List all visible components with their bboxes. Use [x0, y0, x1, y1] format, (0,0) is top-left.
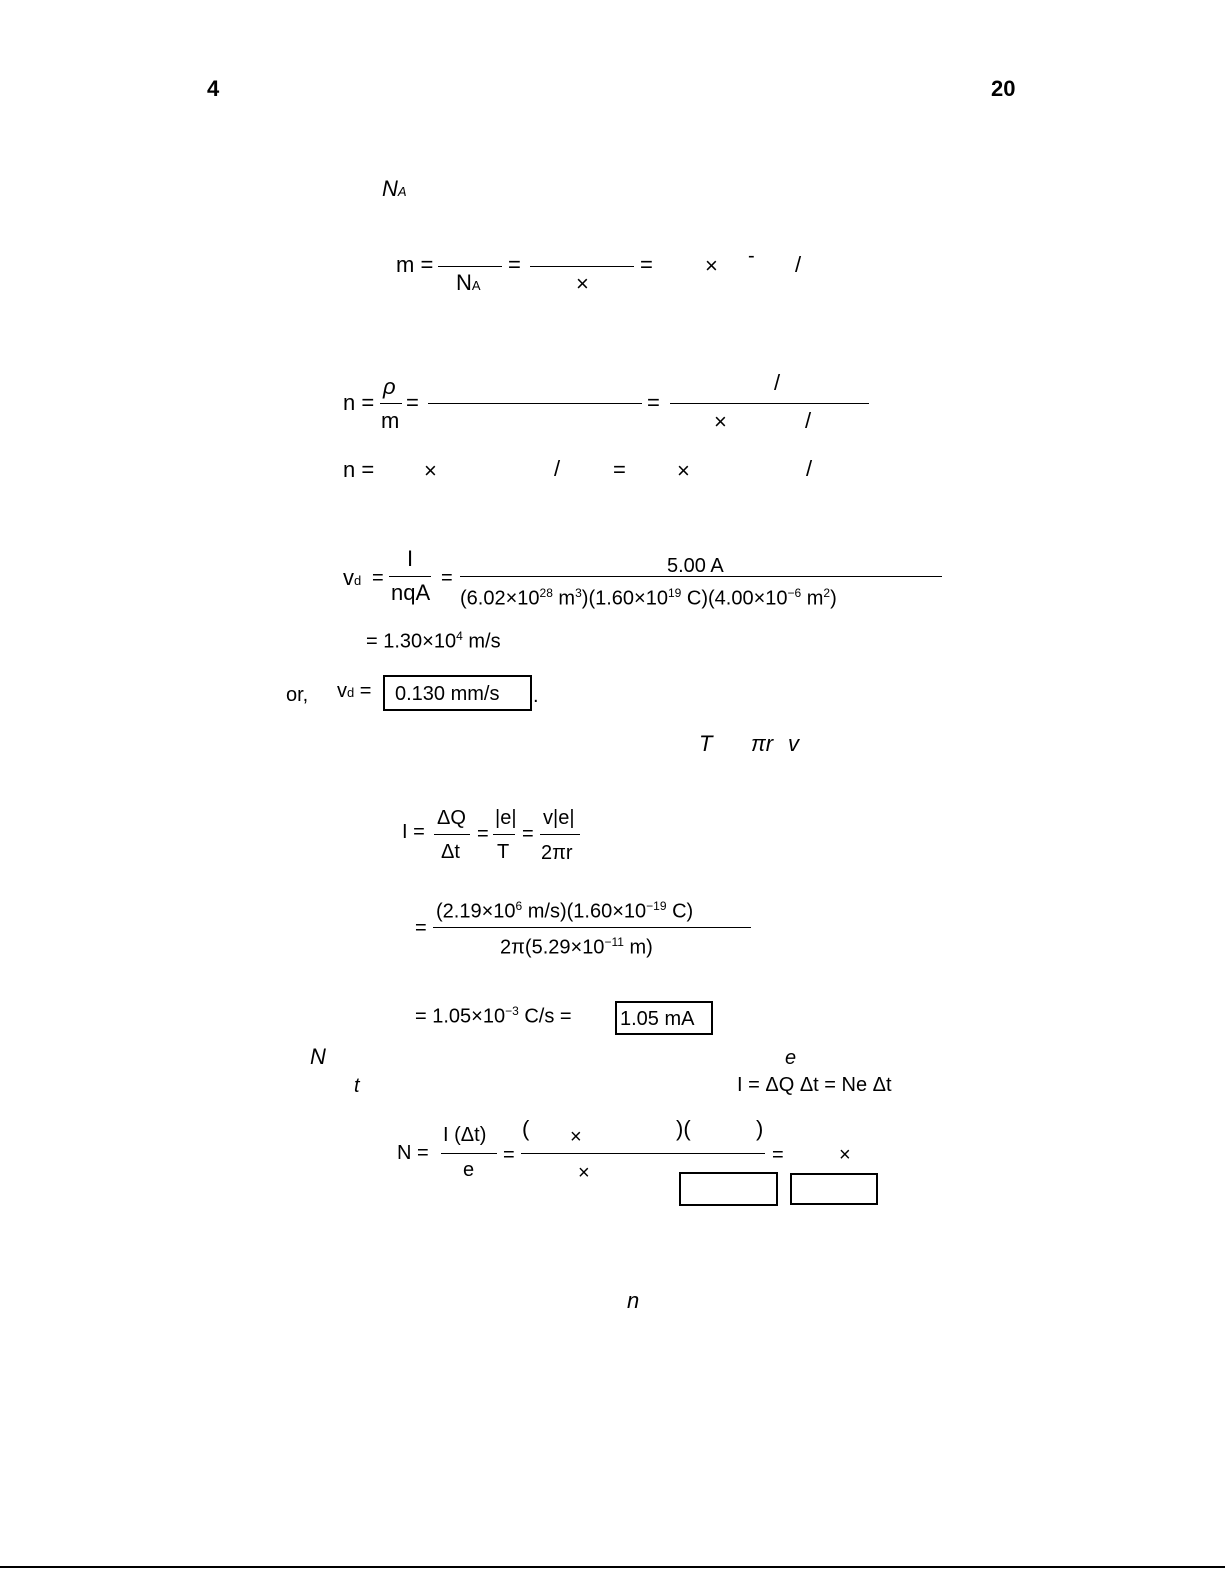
mass-fraction-bar-2: [530, 266, 634, 267]
current-fraction-bar-2: [493, 834, 515, 835]
count-num2-times: ×: [570, 1126, 582, 1148]
density-line2-times: ×: [424, 458, 437, 483]
current-eq3: =: [415, 917, 427, 939]
density-lhs: n =: [343, 390, 375, 415]
page-number: 20: [991, 76, 1016, 101]
density-fraction-bar-3: [670, 403, 869, 404]
current-numerator: ($2.19\times 10^6$ $m/s)(1.60\times 10^{-19}$ C): [436, 899, 694, 923]
footer-n-label: n: [627, 1288, 640, 1313]
page-bottom-rule: [0, 1566, 1225, 1568]
count-eq2: =: [772, 1144, 784, 1166]
period-v: v: [788, 731, 799, 756]
count-answer-box-2: [790, 1173, 878, 1205]
drift-eq: =: [372, 567, 384, 589]
count-relation: I = ΔQ Δt = Ne Δt: [737, 1074, 892, 1096]
density-fraction-bar-1: [380, 403, 402, 404]
mass-eq-lhs: m =: [396, 252, 434, 277]
drift-lhs: vd: [343, 565, 362, 590]
chapter-number: 4: [207, 76, 220, 101]
density-line2-slash: /: [554, 456, 561, 481]
count-num2-open: (: [522, 1116, 530, 1141]
drift-boxed-value: 0.130 mm/s: [395, 683, 500, 705]
drift-denominator: ($6.02\times 10^{28}$ $m^3)(1.60\times 10^{19}$ $C)(4.00\times 10^{-6}$ $m^2$): [460, 586, 837, 610]
mass-eq-mid: =: [508, 252, 521, 277]
or-label: or,: [286, 684, 309, 706]
mass-eq-mid2: =: [640, 252, 653, 277]
drift-den-nqA: nqA: [391, 580, 431, 605]
count-num2-mid: )(: [676, 1116, 691, 1141]
current-boxed-value: 1.05 mA: [620, 1008, 695, 1030]
mass-denominator-1: NA: [456, 270, 481, 295]
current-ve: v|e|: [543, 807, 575, 829]
count-e-label: e: [785, 1047, 797, 1069]
count-t-label: t: [354, 1075, 360, 1097]
drift-result: = $1.30\times 10^4$ m/s: [366, 629, 501, 653]
mass-result-minus: -: [748, 245, 755, 267]
count-num2-close: ): [756, 1116, 764, 1141]
avogadro-label: NA: [382, 176, 407, 201]
current-denominator: $2\pi(5.29\times 10^{-11}$ m): [500, 935, 653, 959]
current-eq2: =: [522, 823, 534, 845]
count-answer-box-1: [679, 1172, 778, 1206]
drift-boxed-lhs: vd =: [337, 680, 372, 702]
density-line2-eq: =: [613, 457, 626, 482]
density-line2-slash2: /: [806, 456, 813, 481]
density-fraction-bar-2: [428, 403, 642, 404]
current-lhs: I =: [402, 821, 425, 843]
current-result: = $1.05\times 10^{-3}$ C/s =: [415, 1004, 572, 1028]
count-N-label: N: [310, 1044, 326, 1069]
density-num-slash: /: [774, 370, 781, 395]
density-den-slash: /: [805, 408, 812, 433]
drift-num-I: I: [407, 546, 414, 571]
current-fraction-bar-3: [540, 834, 580, 835]
density-den-times: ×: [714, 409, 727, 434]
current-2pi-r: 2πr: [541, 842, 573, 864]
mass-fraction-bar-1: [438, 266, 502, 267]
density-line2-lhs: n =: [343, 457, 375, 482]
mass-denominator-2: ×: [576, 271, 589, 296]
count-num: I (Δt): [443, 1124, 487, 1146]
count-den: e: [463, 1159, 475, 1181]
mass-result-slash: /: [795, 252, 802, 277]
current-abs-e: |e|: [495, 807, 517, 829]
current-T: T: [497, 841, 510, 863]
drift-eq2: =: [441, 567, 453, 589]
drift-period: .: [533, 685, 539, 707]
drift-numerator: 5.00 A: [667, 555, 724, 577]
count-fraction-bar-1: [441, 1153, 497, 1154]
current-fraction-bar-4: [433, 927, 751, 928]
count-den2-times: ×: [578, 1162, 590, 1184]
density-m: m: [381, 408, 400, 433]
current-dt: Δt: [441, 841, 460, 863]
count-eq1: =: [503, 1144, 515, 1166]
current-eq1: =: [477, 823, 489, 845]
drift-fraction-bar-2: [460, 576, 942, 577]
mass-result-times: ×: [705, 253, 718, 278]
current-dQ: ΔQ: [437, 807, 466, 829]
density-eq1: =: [406, 390, 419, 415]
current-fraction-bar-1: [434, 834, 470, 835]
density-eq2: =: [647, 390, 660, 415]
count-lhs: N =: [397, 1142, 429, 1164]
density-line2-times2: ×: [677, 458, 690, 483]
density-rho: ρ: [383, 374, 396, 399]
count-res-times: ×: [839, 1144, 851, 1166]
count-fraction-bar-2: [521, 1153, 765, 1154]
period-pi-r: πr: [751, 731, 774, 756]
drift-fraction-bar-1: [389, 576, 431, 577]
period-T: T: [699, 731, 713, 756]
